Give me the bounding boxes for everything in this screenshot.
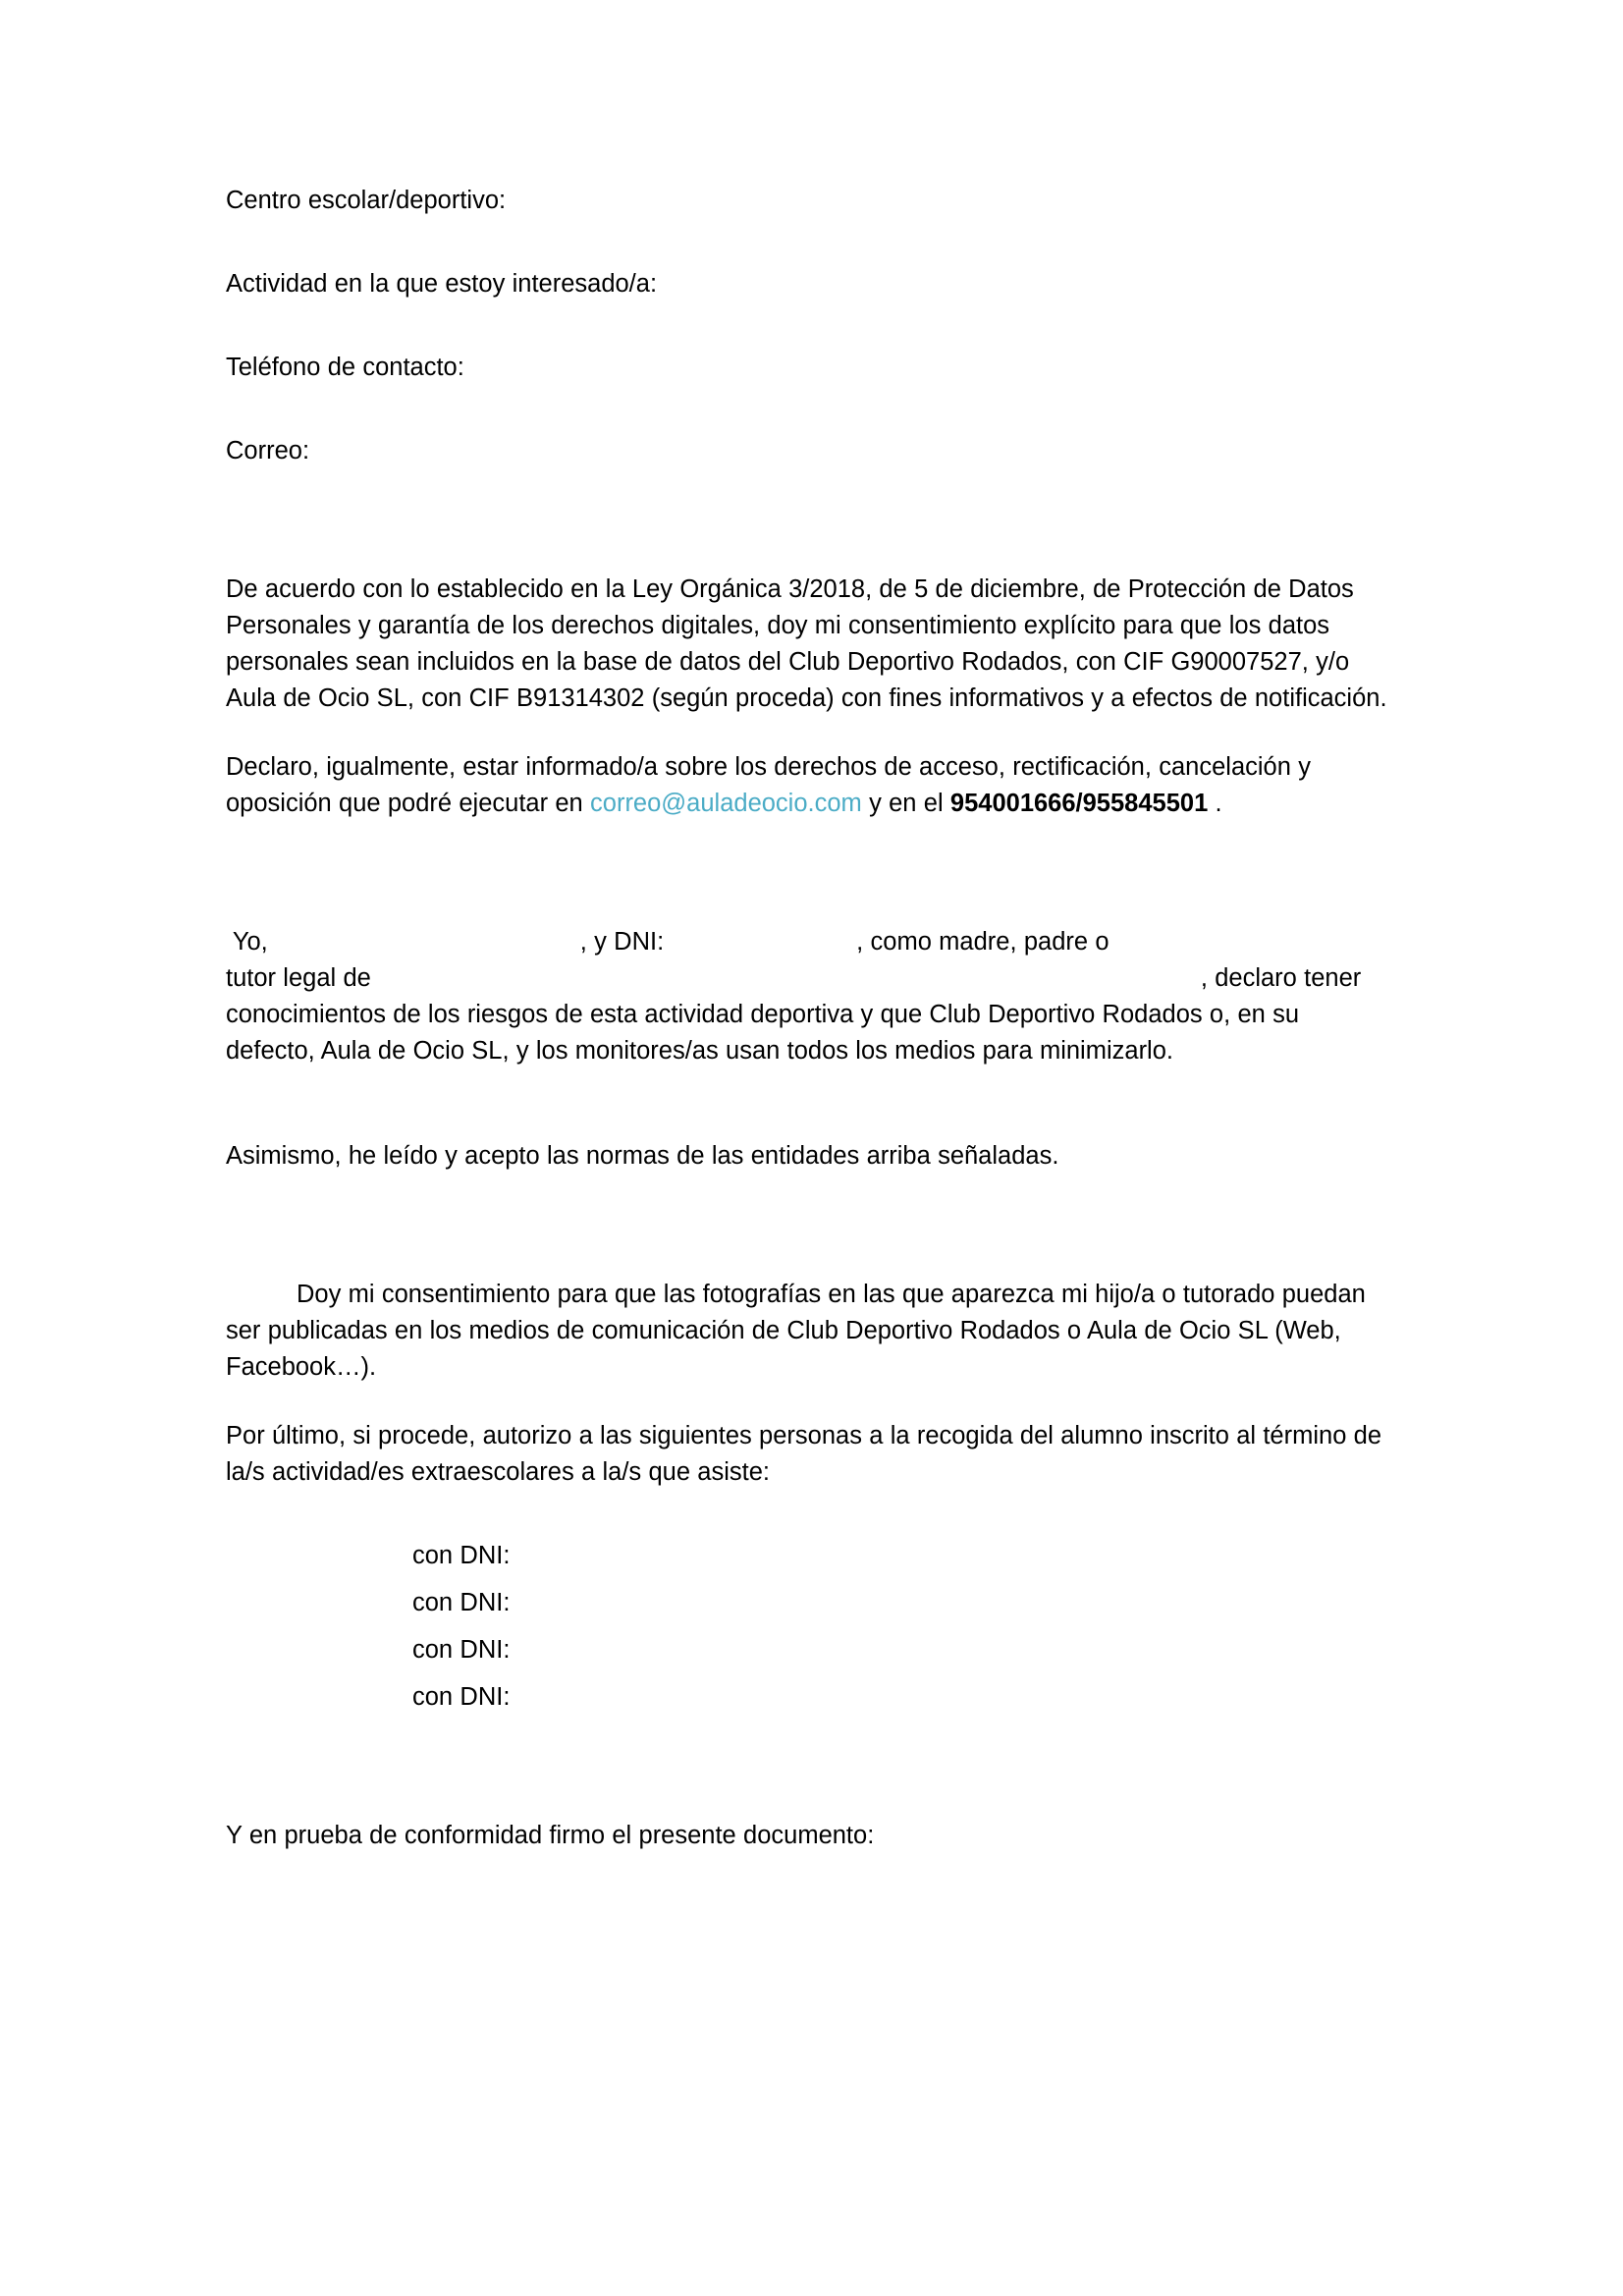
derechos-text-prefix: Declaro, igualmente, estar informado/a sobre los derechos de acceso, rectificación, cancelación y oposición que podré ejecutar en	[226, 753, 1311, 817]
derechos-text-suffix: .	[1208, 790, 1222, 817]
spacer	[226, 822, 1389, 924]
yo-prefix: Yo,	[226, 928, 268, 956]
paragraph-tutor-legal	[226, 960, 1389, 997]
yo-dni-label: , y DNI:	[579, 928, 665, 956]
tutor-suffix: , declaro tener	[1200, 964, 1362, 992]
blank-nombre-tutor[interactable]	[268, 924, 580, 960]
paragraph-conformidad: Y en prueba de conformidad firmo el presente documento:	[226, 1822, 875, 1849]
paragraph-declaracion-tutor	[226, 924, 1389, 960]
derechos-text-mid: y en el	[861, 790, 950, 817]
spacer	[226, 1668, 1389, 1679]
field-actividad: Actividad en la que estoy interesado/a:	[226, 270, 658, 298]
spacer	[226, 1716, 1389, 1818]
paragraph-lopd: De acuerdo con lo establecido en la Ley Orgánica 3/2018, de 5 de diciembre, de Protección de Datos Personales y garantía de los derechos digitales, doy mi consentimiento explícito para que los datos personales sean incluidos en la base de datos del Club Deportivo Rodados, con CIF G90007527, y/o Aula de Ocio SL, con CIF B91314302 (según proceda) con fines informativos y a efectos de notificación.	[226, 575, 1387, 712]
blank-nombre-tutorado[interactable]	[371, 960, 1201, 997]
spacer	[226, 1175, 1389, 1277]
dni-line: con DNI:	[412, 1636, 511, 1664]
document-body	[226, 183, 1389, 1854]
spacer	[226, 1621, 1389, 1632]
paragraph-riesgos: conocimientos de los riesgos de esta actividad deportiva y que Club Deportivo Rodados o, en su defecto, Aula de Ocio SL, y los monitores/as usan todos los medios para minimizarlo.	[226, 1001, 1300, 1065]
blank-dni-tutor[interactable]	[664, 924, 856, 960]
spacer	[226, 1491, 1389, 1538]
spacer	[226, 469, 1389, 572]
field-centro-escolar: Centro escolar/deportivo:	[226, 187, 507, 214]
yo-rol: , como madre, padre o	[856, 928, 1109, 956]
spacer	[226, 717, 1389, 749]
spacer	[226, 219, 1389, 266]
tutor-label: tutor legal de	[226, 964, 371, 992]
paragraph-derechos	[226, 749, 1389, 822]
paragraph-fotografias: Doy mi consentimiento para que las fotografías en las que aparezca mi hijo/a o tutorado puedan ser publicadas en los medios de comunicación de Club Deportivo Rodados o Aula de Ocio SL (Web, Facebook…).	[226, 1281, 1366, 1381]
phone-numbers: 954001666/955845501	[949, 790, 1209, 817]
field-telefono: Teléfono de contacto:	[226, 354, 464, 381]
spacer	[226, 1574, 1389, 1585]
email-link[interactable]: correo@auladeocio.com	[590, 790, 862, 817]
spacer	[226, 386, 1389, 433]
paragraph-normas: Asimismo, he leído y acepto las normas de las entidades arriba señaladas.	[226, 1142, 1059, 1170]
dni-line: con DNI:	[412, 1589, 511, 1616]
spacer	[226, 1069, 1389, 1138]
paragraph-recogida: Por último, si procede, autorizo a las siguientes personas a la recogida del alumno inscrito al término de la/s actividad/es extraescolares a la/s que asiste:	[226, 1422, 1382, 1486]
dni-line: con DNI:	[412, 1683, 511, 1711]
spacer	[226, 302, 1389, 350]
spacer	[226, 1386, 1389, 1418]
field-correo: Correo:	[226, 437, 310, 465]
dni-line: con DNI:	[412, 1542, 511, 1569]
